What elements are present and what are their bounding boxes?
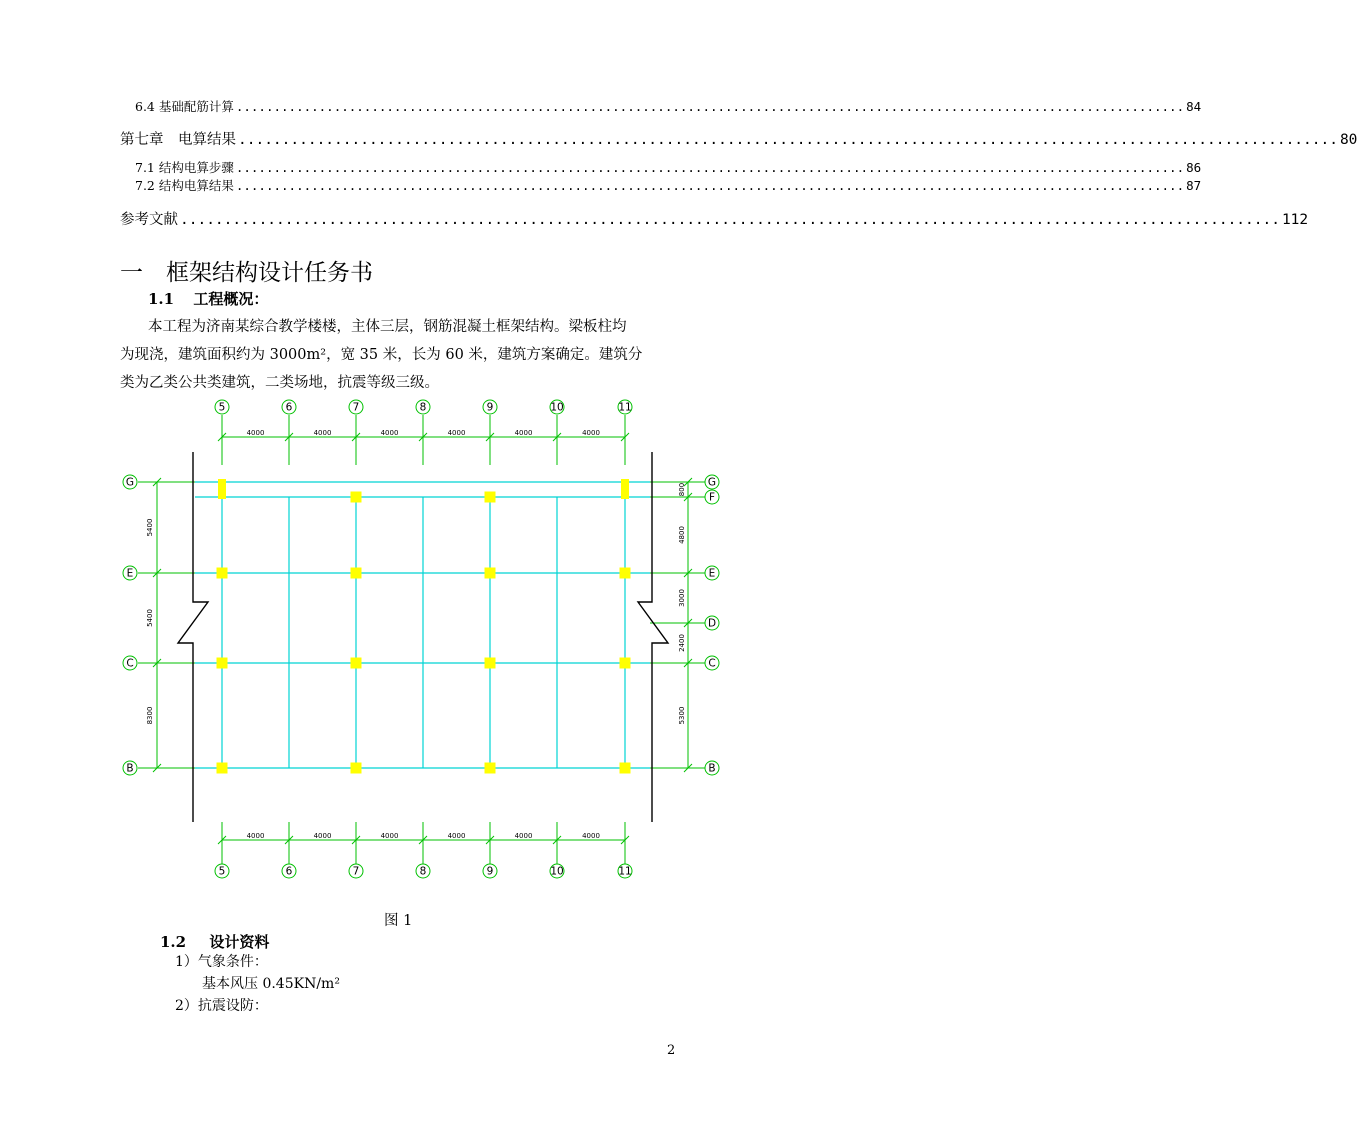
paragraph-line: 本工程为济南某综合教学楼楼，主体三层，钢筋混凝土框架结构。梁板柱均 [148, 319, 627, 335]
axis-left-label: C [126, 657, 134, 670]
toc-leader: .............................................................................................................................. [235, 178, 1185, 193]
column [620, 658, 631, 669]
section-number: 1.2 [160, 933, 187, 951]
column [485, 658, 496, 669]
column [217, 763, 228, 774]
axis-left-label: G [125, 476, 135, 489]
toc-label: 7.2 结构电算结果 [135, 178, 234, 193]
column [217, 658, 228, 669]
axis-right-label: F [708, 491, 716, 504]
toc-label: 6.4 基础配筋计算 [135, 99, 234, 114]
dimension-label: 4000 [313, 832, 332, 840]
break-line-right [638, 452, 668, 822]
dimension-label: 4000 [582, 832, 600, 840]
dimension-label: 4800 [678, 526, 686, 544]
dimension-label: 4000 [246, 429, 265, 437]
column [351, 568, 362, 579]
dimension-label: 4000 [246, 832, 265, 840]
toc-page: 112 [1281, 212, 1309, 228]
column [351, 658, 362, 669]
toc-page: 84 [1186, 99, 1202, 114]
axis-right-label: B [708, 762, 716, 775]
axis-top-label: 6 [285, 401, 293, 414]
axis-top-label: 7 [352, 401, 360, 414]
toc-leader: .............................................................................................................................. [180, 212, 1280, 228]
toc-label: 参考文献 [120, 212, 178, 228]
axis-top-label: 8 [419, 401, 427, 414]
dimension-label: 5400 [146, 609, 154, 627]
dimension-label: 5400 [146, 518, 154, 537]
axis-bottom-label: 7 [352, 865, 360, 878]
axis-right-label: G [707, 476, 717, 489]
break-line-left [178, 452, 208, 822]
section-title: 工程概况： [193, 290, 269, 308]
axis-bottom-label: 5 [218, 865, 226, 878]
axis-top-label: 10 [550, 401, 564, 414]
column [485, 492, 496, 503]
section-heading [160, 931, 269, 952]
column [621, 479, 629, 499]
dimension-label: 4000 [380, 429, 399, 437]
axis-right-label: C [708, 657, 716, 670]
dimension-label: 4000 [313, 429, 332, 437]
axis-right-label: D [707, 617, 717, 630]
column [217, 568, 228, 579]
axis-top-label: 9 [486, 401, 494, 414]
section-number: 1.1 [148, 290, 175, 308]
axis-top-label: 11 [618, 401, 632, 414]
axis-bottom-label: 8 [419, 865, 427, 878]
axis-bottom-label: 6 [285, 865, 293, 878]
column [485, 763, 496, 774]
dimension-label: 5300 [678, 706, 686, 725]
dimension-label: 4000 [514, 429, 533, 437]
toc-page: 86 [1186, 160, 1202, 175]
toc-page: 80 [1339, 132, 1357, 148]
toc-leader: .............................................................................................................................. [238, 132, 1338, 148]
toc-label: 7.1 结构电算步骤 [135, 160, 234, 175]
dimension-label: 8300 [146, 706, 154, 725]
column [485, 568, 496, 579]
list-item: 基本风压 0.45KN/m² [202, 976, 340, 992]
axis-bottom-label: 9 [486, 865, 494, 878]
chapter-title: 一 框架结构设计任务书 [120, 260, 373, 286]
dimension-label: 2400 [678, 634, 686, 652]
dimension-label: 4000 [447, 832, 466, 840]
axis-top-label: 5 [218, 401, 226, 414]
dimension-label: 4000 [447, 429, 466, 437]
section-title: 设计资料 [209, 933, 270, 951]
paragraph-line: 为现浇，建筑面积约为 3000m²，宽 35 米，长为 60 米，建筑方案确定。建筑分 [120, 347, 643, 363]
axis-bottom-label: 11 [618, 865, 632, 878]
axis-bottom-label: 10 [550, 865, 564, 878]
list-item: 1）气象条件： [175, 954, 268, 970]
figure-caption: 图 1 [384, 913, 413, 929]
axis-left-label: E [126, 567, 134, 580]
dimension-label: 4000 [514, 832, 533, 840]
column [351, 763, 362, 774]
axis-left-label: B [126, 762, 134, 775]
column [620, 763, 631, 774]
column [620, 568, 631, 579]
column [351, 492, 362, 503]
dimension-label: 4000 [582, 429, 600, 437]
list-item: 2）抗震设防： [175, 998, 268, 1014]
paragraph-line: 类为乙类公共类建筑，二类场地，抗震等级三级。 [120, 375, 439, 391]
column [218, 479, 226, 499]
axis-right-label: E [708, 567, 716, 580]
dimension-label: 3000 [678, 589, 686, 607]
dimension-label: 4000 [380, 832, 399, 840]
page-number: 2 [667, 1043, 676, 1058]
toc-page: 87 [1186, 178, 1202, 193]
toc-label: 第七章 电算结果 [120, 132, 236, 148]
dimension-label: 800 [678, 482, 686, 497]
toc-leader: .............................................................................................................................. [235, 99, 1185, 114]
toc-leader: .............................................................................................................................. [235, 160, 1185, 175]
